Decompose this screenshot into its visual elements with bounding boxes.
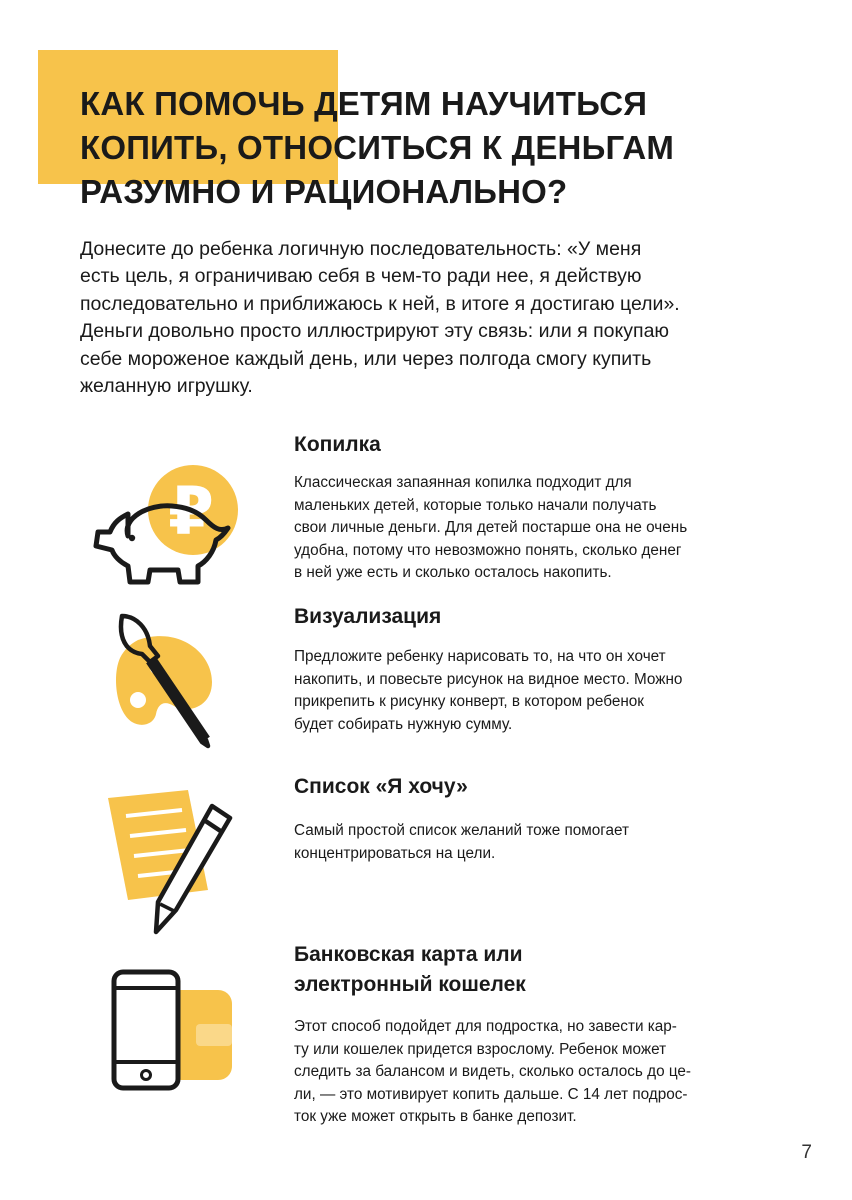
- intro-paragraph: [80, 236, 800, 400]
- intro-line: желанную игрушку.: [80, 375, 253, 398]
- section-visualization: [294, 602, 814, 736]
- paintbrush-palette-icon: [108, 612, 228, 752]
- section-heading: Копилка: [294, 433, 381, 456]
- title-line: КАК ПОМОЧЬ ДЕТЯМ НАУЧИТЬСЯ: [80, 85, 648, 122]
- section-wish-list: [294, 772, 814, 865]
- section-body: Самый простой список желаний тоже помогает концентрироваться на цели.: [294, 822, 630, 862]
- intro-line: себе мороженое каждый день, или через полгода смогу купить: [80, 347, 652, 370]
- section-body: Этот способ подойдет для подростка, но завести кар- ту или кошелек придется взрослому. Ребенок может следить за балансом и видеть, сколько осталось до це- ли, — это мотивирует копить дальше. С 14 лет подрос- ток уже может открыть в банке депозит.: [294, 1018, 692, 1126]
- ruble-coin-symbol: ₽: [168, 473, 214, 550]
- section-heading: Банковская карта или электронный кошелек: [294, 943, 526, 996]
- title-line: КОПИТЬ, ОТНОСИТЬСЯ К ДЕНЬГАМ: [80, 129, 675, 166]
- page-title: [80, 82, 800, 214]
- page-number: 7: [801, 1142, 812, 1163]
- piggy-bank-icon: [88, 462, 248, 592]
- title-line: РАЗУМНО И РАЦИОНАЛЬНО?: [80, 173, 568, 210]
- wish-list-pencil-icon: [104, 786, 244, 936]
- intro-line: Деньги довольно просто иллюстрируют эту связь: или я покупаю: [80, 320, 670, 343]
- intro-line: последовательно и приближаюсь к ней, в итоге я достигаю цели».: [80, 292, 680, 315]
- intro-line: есть цель, я ограничиваю себя в чем-то ради нее, я действую: [80, 265, 642, 288]
- section-piggy-bank: [294, 430, 814, 585]
- section-body: Классическая запаянная копилка подходит для маленьких детей, которые только начали получать свои личные деньги. Для детей постарше она не очень удобна, потому что невозможно понять, сколько денег в ней уже есть и сколько осталось накопить.: [294, 474, 688, 582]
- section-heading: Список «Я хочу»: [294, 775, 468, 798]
- section-heading: Визуализация: [294, 605, 442, 628]
- intro-line: Донесите до ребенка логичную последовательность: «У меня: [80, 238, 642, 260]
- section-bank-card: [294, 940, 814, 1129]
- section-body: Предложите ребенку нарисовать то, на что он хочет накопить, и повесьте рисунок на видное место. Можно прикрепить к рисунку конверт, в котором ребенок будет собирать нужную сумму.: [294, 648, 683, 733]
- phone-wallet-icon: [106, 966, 246, 1096]
